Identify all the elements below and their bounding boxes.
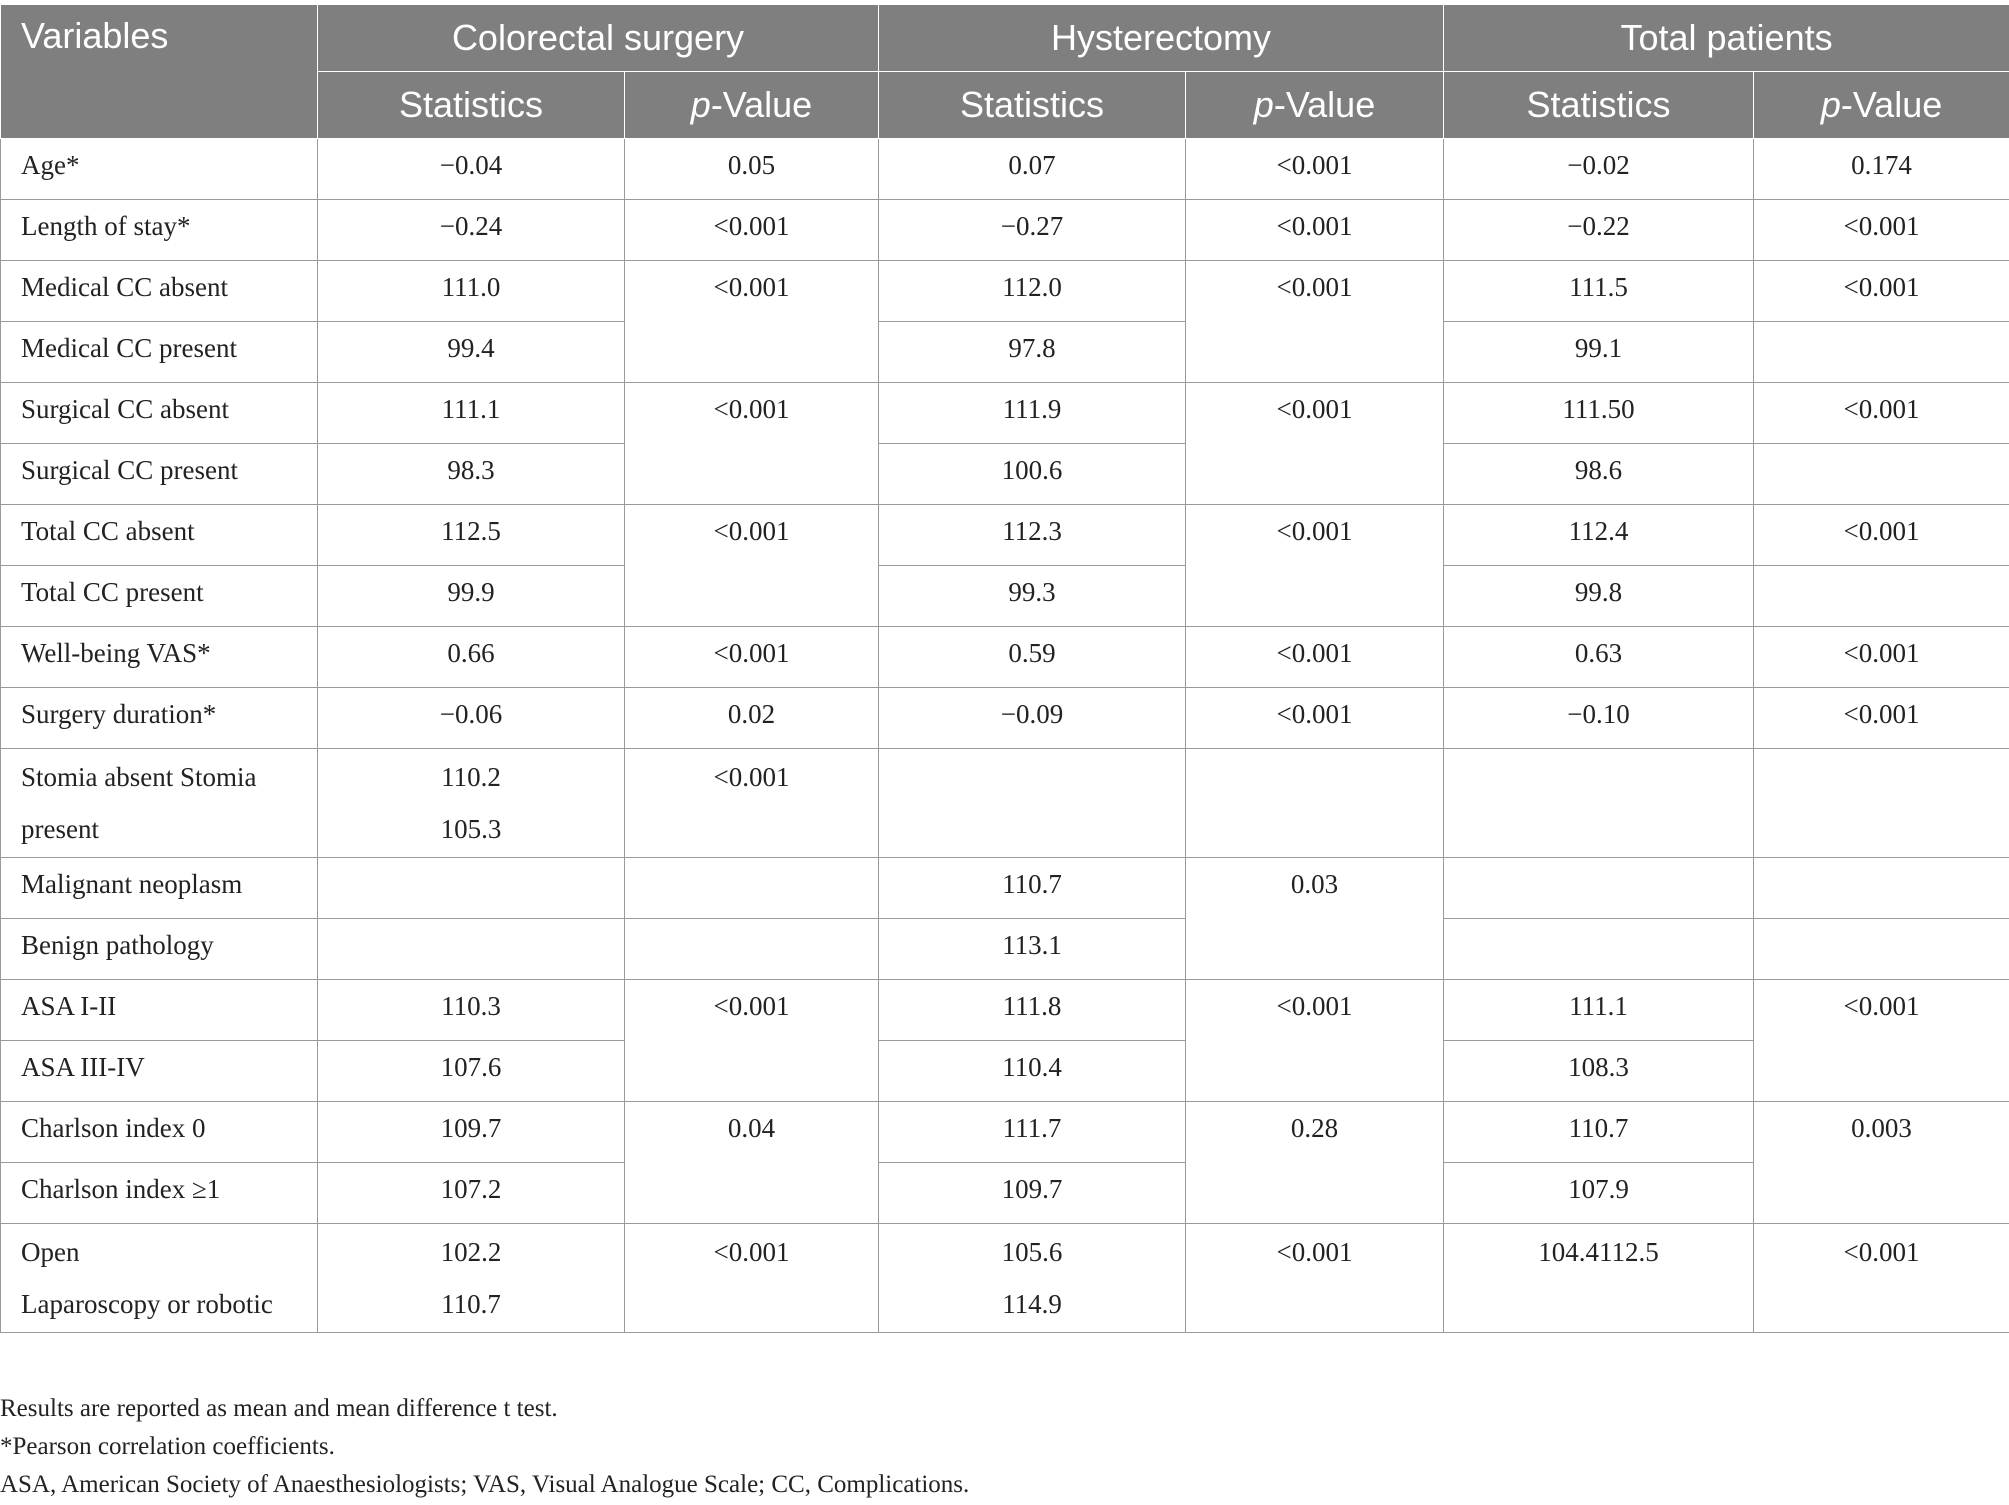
cell-value: <0.001 [625, 200, 879, 261]
cell-value: 97.8 [879, 322, 1186, 383]
cell-value: −0.09 [879, 688, 1186, 749]
cell-value: <0.001 [1186, 627, 1444, 688]
header-p-value: p-Value [1754, 72, 2009, 139]
cell-value [318, 1224, 625, 1333]
row-label: ASA I-II [1, 980, 318, 1041]
row-label: Benign pathology [1, 919, 318, 980]
cell-empty [1754, 749, 2009, 858]
cell-empty [1444, 858, 1754, 919]
footnote: *Pearson correlation coefficients. [0, 1433, 335, 1460]
table-row [1, 322, 2009, 383]
cell-empty [879, 749, 1186, 858]
header-statistics: Statistics [1444, 72, 1754, 139]
cell-value: −0.10 [1444, 688, 1754, 749]
cell-value: <0.001 [1754, 383, 2009, 444]
row-label-line: Stomia absent Stomia [21, 762, 257, 792]
cell-value: <0.001 [1754, 200, 2009, 261]
table-row [1, 505, 2009, 566]
row-label: Surgical CC absent [1, 383, 318, 444]
row-label: Surgical CC present [1, 444, 318, 505]
cell-value: 110.7 [1444, 1102, 1754, 1163]
row-label-line: Laparoscopy or robotic [21, 1289, 273, 1319]
cell-value: <0.001 [1186, 688, 1444, 749]
cell-value: 111.7 [879, 1102, 1186, 1163]
cell-value-line: 102.2 [440, 1237, 502, 1267]
cell-value: <0.001 [625, 627, 879, 688]
cell-value [879, 1224, 1186, 1333]
header-statistics: Statistics [318, 72, 625, 139]
header-hysterectomy: Hysterectomy [879, 5, 1444, 72]
row-label: Medical CC absent [1, 261, 318, 322]
cell-empty [1754, 858, 2009, 919]
cell-value: 0.05 [625, 139, 879, 200]
cell-empty [1754, 566, 2009, 627]
cell-value: 112.3 [879, 505, 1186, 566]
cell-value: 110.4 [879, 1041, 1186, 1102]
cell-value: <0.001 [1186, 383, 1444, 505]
cell-value: 99.8 [1444, 566, 1754, 627]
cell-value: 100.6 [879, 444, 1186, 505]
cell-value: 99.1 [1444, 322, 1754, 383]
cell-value: 111.1 [1444, 980, 1754, 1041]
cell-value: −0.02 [1444, 139, 1754, 200]
cell-value: 111.1 [318, 383, 625, 444]
cell-value: <0.001 [1754, 505, 2009, 566]
row-label: Total CC absent [1, 505, 318, 566]
cell-value: −0.22 [1444, 200, 1754, 261]
table-row [1, 858, 2009, 919]
row-label-line: present [21, 814, 99, 844]
row-label: Medical CC present [1, 322, 318, 383]
row-label: Charlson index 0 [1, 1102, 318, 1163]
cell-value-line: 105.6 [1001, 1237, 1063, 1267]
cell-empty [318, 858, 625, 919]
cell-value: 0.63 [1444, 627, 1754, 688]
cell-value: 0.02 [625, 688, 879, 749]
cell-value: <0.001 [625, 505, 879, 627]
cell-value: <0.001 [1754, 980, 2009, 1102]
cell-value: <0.001 [1186, 200, 1444, 261]
cell-value: <0.001 [1754, 627, 2009, 688]
cell-value-line: 114.9 [1002, 1289, 1062, 1319]
cell-value: 107.6 [318, 1041, 625, 1102]
row-label: Total CC present [1, 566, 318, 627]
cell-empty [625, 919, 879, 980]
row-label: Length of stay* [1, 200, 318, 261]
cell-value: −0.04 [318, 139, 625, 200]
table-row [1, 1224, 2009, 1333]
cell-value: −0.06 [318, 688, 625, 749]
cell-value: 107.2 [318, 1163, 625, 1224]
table-footnotes [0, 1390, 969, 1504]
table-row [1, 566, 2009, 627]
cell-value: 113.1 [879, 919, 1186, 980]
table-row [1, 139, 2009, 200]
cell-value: 112.5 [318, 505, 625, 566]
table-row [1, 444, 2009, 505]
cell-value: <0.001 [1186, 505, 1444, 627]
row-label: Malignant neoplasm [1, 858, 318, 919]
table-row [1, 919, 2009, 980]
cell-value: <0.001 [625, 980, 879, 1102]
cell-value: <0.001 [1186, 1224, 1444, 1333]
row-label: ASA III-IV [1, 1041, 318, 1102]
table-row [1, 200, 2009, 261]
header-total-patients: Total patients [1444, 5, 2009, 72]
cell-value: 111.50 [1444, 383, 1754, 444]
cell-value: 0.04 [625, 1102, 879, 1224]
cell-value: <0.001 [1754, 261, 2009, 322]
cell-value: −0.27 [879, 200, 1186, 261]
row-label-line: Open [21, 1237, 80, 1267]
table-row [1, 749, 2009, 858]
cell-value: 111.5 [1444, 261, 1754, 322]
cell-value: <0.001 [625, 261, 879, 383]
cell-value: <0.001 [1754, 1224, 2009, 1333]
cell-empty [1754, 919, 2009, 980]
cell-value: <0.001 [1754, 688, 2009, 749]
header-colorectal-surgery: Colorectal surgery [318, 5, 879, 72]
cell-value: 0.174 [1754, 139, 2009, 200]
cell-value: 98.3 [318, 444, 625, 505]
cell-value: −0.24 [318, 200, 625, 261]
row-label [1, 1224, 318, 1333]
cell-value: 0.28 [1186, 1102, 1444, 1224]
row-label: Charlson index ≥1 [1, 1163, 318, 1224]
cell-value: 111.9 [879, 383, 1186, 444]
row-label: Well-being VAS* [1, 627, 318, 688]
cell-value: <0.001 [1186, 980, 1444, 1102]
cell-value: 107.9 [1444, 1163, 1754, 1224]
cell-empty [318, 919, 625, 980]
header-p-value: p-Value [625, 72, 879, 139]
cell-value: 0.03 [1186, 858, 1444, 980]
cell-value-line: 110.7 [441, 1289, 501, 1319]
footnote: ASA, American Society of Anaesthesiologists; VAS, Visual Analogue Scale; CC, Complications. [0, 1471, 970, 1498]
cell-value: 0.07 [879, 139, 1186, 200]
cell-value: 98.6 [1444, 444, 1754, 505]
cell-value-line: 110.2 [441, 762, 501, 792]
cell-value: 109.7 [318, 1102, 625, 1163]
cell-empty [1186, 749, 1444, 858]
cell-value: 0.66 [318, 627, 625, 688]
table-row [1, 980, 2009, 1041]
cell-value: 0.003 [1754, 1102, 2009, 1224]
cell-empty [1444, 919, 1754, 980]
cell-empty [1754, 322, 2009, 383]
results-table [0, 4, 2009, 1333]
cell-value: 112.4 [1444, 505, 1754, 566]
cell-value: 99.4 [318, 322, 625, 383]
cell-value: 111.8 [879, 980, 1186, 1041]
table-row [1, 1102, 2009, 1163]
cell-value [318, 749, 625, 858]
cell-value: 110.3 [318, 980, 625, 1041]
cell-value: 111.0 [318, 261, 625, 322]
cell-empty [625, 858, 879, 919]
cell-value: 99.9 [318, 566, 625, 627]
cell-value: <0.001 [625, 1224, 879, 1333]
cell-value: 110.7 [879, 858, 1186, 919]
table-row [1, 1041, 2009, 1102]
cell-value: 99.3 [879, 566, 1186, 627]
cell-value: 112.0 [879, 261, 1186, 322]
table-row [1, 627, 2009, 688]
cell-value: <0.001 [1186, 261, 1444, 383]
cell-value: 108.3 [1444, 1041, 1754, 1102]
cell-value: <0.001 [625, 383, 879, 505]
row-label: Surgery duration* [1, 688, 318, 749]
table-row [1, 383, 2009, 444]
header-variables: Variables [1, 5, 318, 139]
header-statistics: Statistics [879, 72, 1186, 139]
cell-empty [1754, 444, 2009, 505]
cell-value: <0.001 [1186, 139, 1444, 200]
cell-value: 104.4112.5 [1444, 1224, 1754, 1333]
table-row [1, 1163, 2009, 1224]
cell-value: 0.59 [879, 627, 1186, 688]
cell-value: <0.001 [625, 749, 879, 858]
footnote: Results are reported as mean and mean difference t test. [0, 1395, 558, 1422]
table-row [1, 688, 2009, 749]
cell-empty [1444, 749, 1754, 858]
row-label [1, 749, 318, 858]
cell-value: 109.7 [879, 1163, 1186, 1224]
cell-value-line: 105.3 [440, 814, 502, 844]
header-p-value: p-Value [1186, 72, 1444, 139]
row-label: Age* [1, 139, 318, 200]
header-row-groups [1, 5, 2009, 72]
table-row [1, 261, 2009, 322]
